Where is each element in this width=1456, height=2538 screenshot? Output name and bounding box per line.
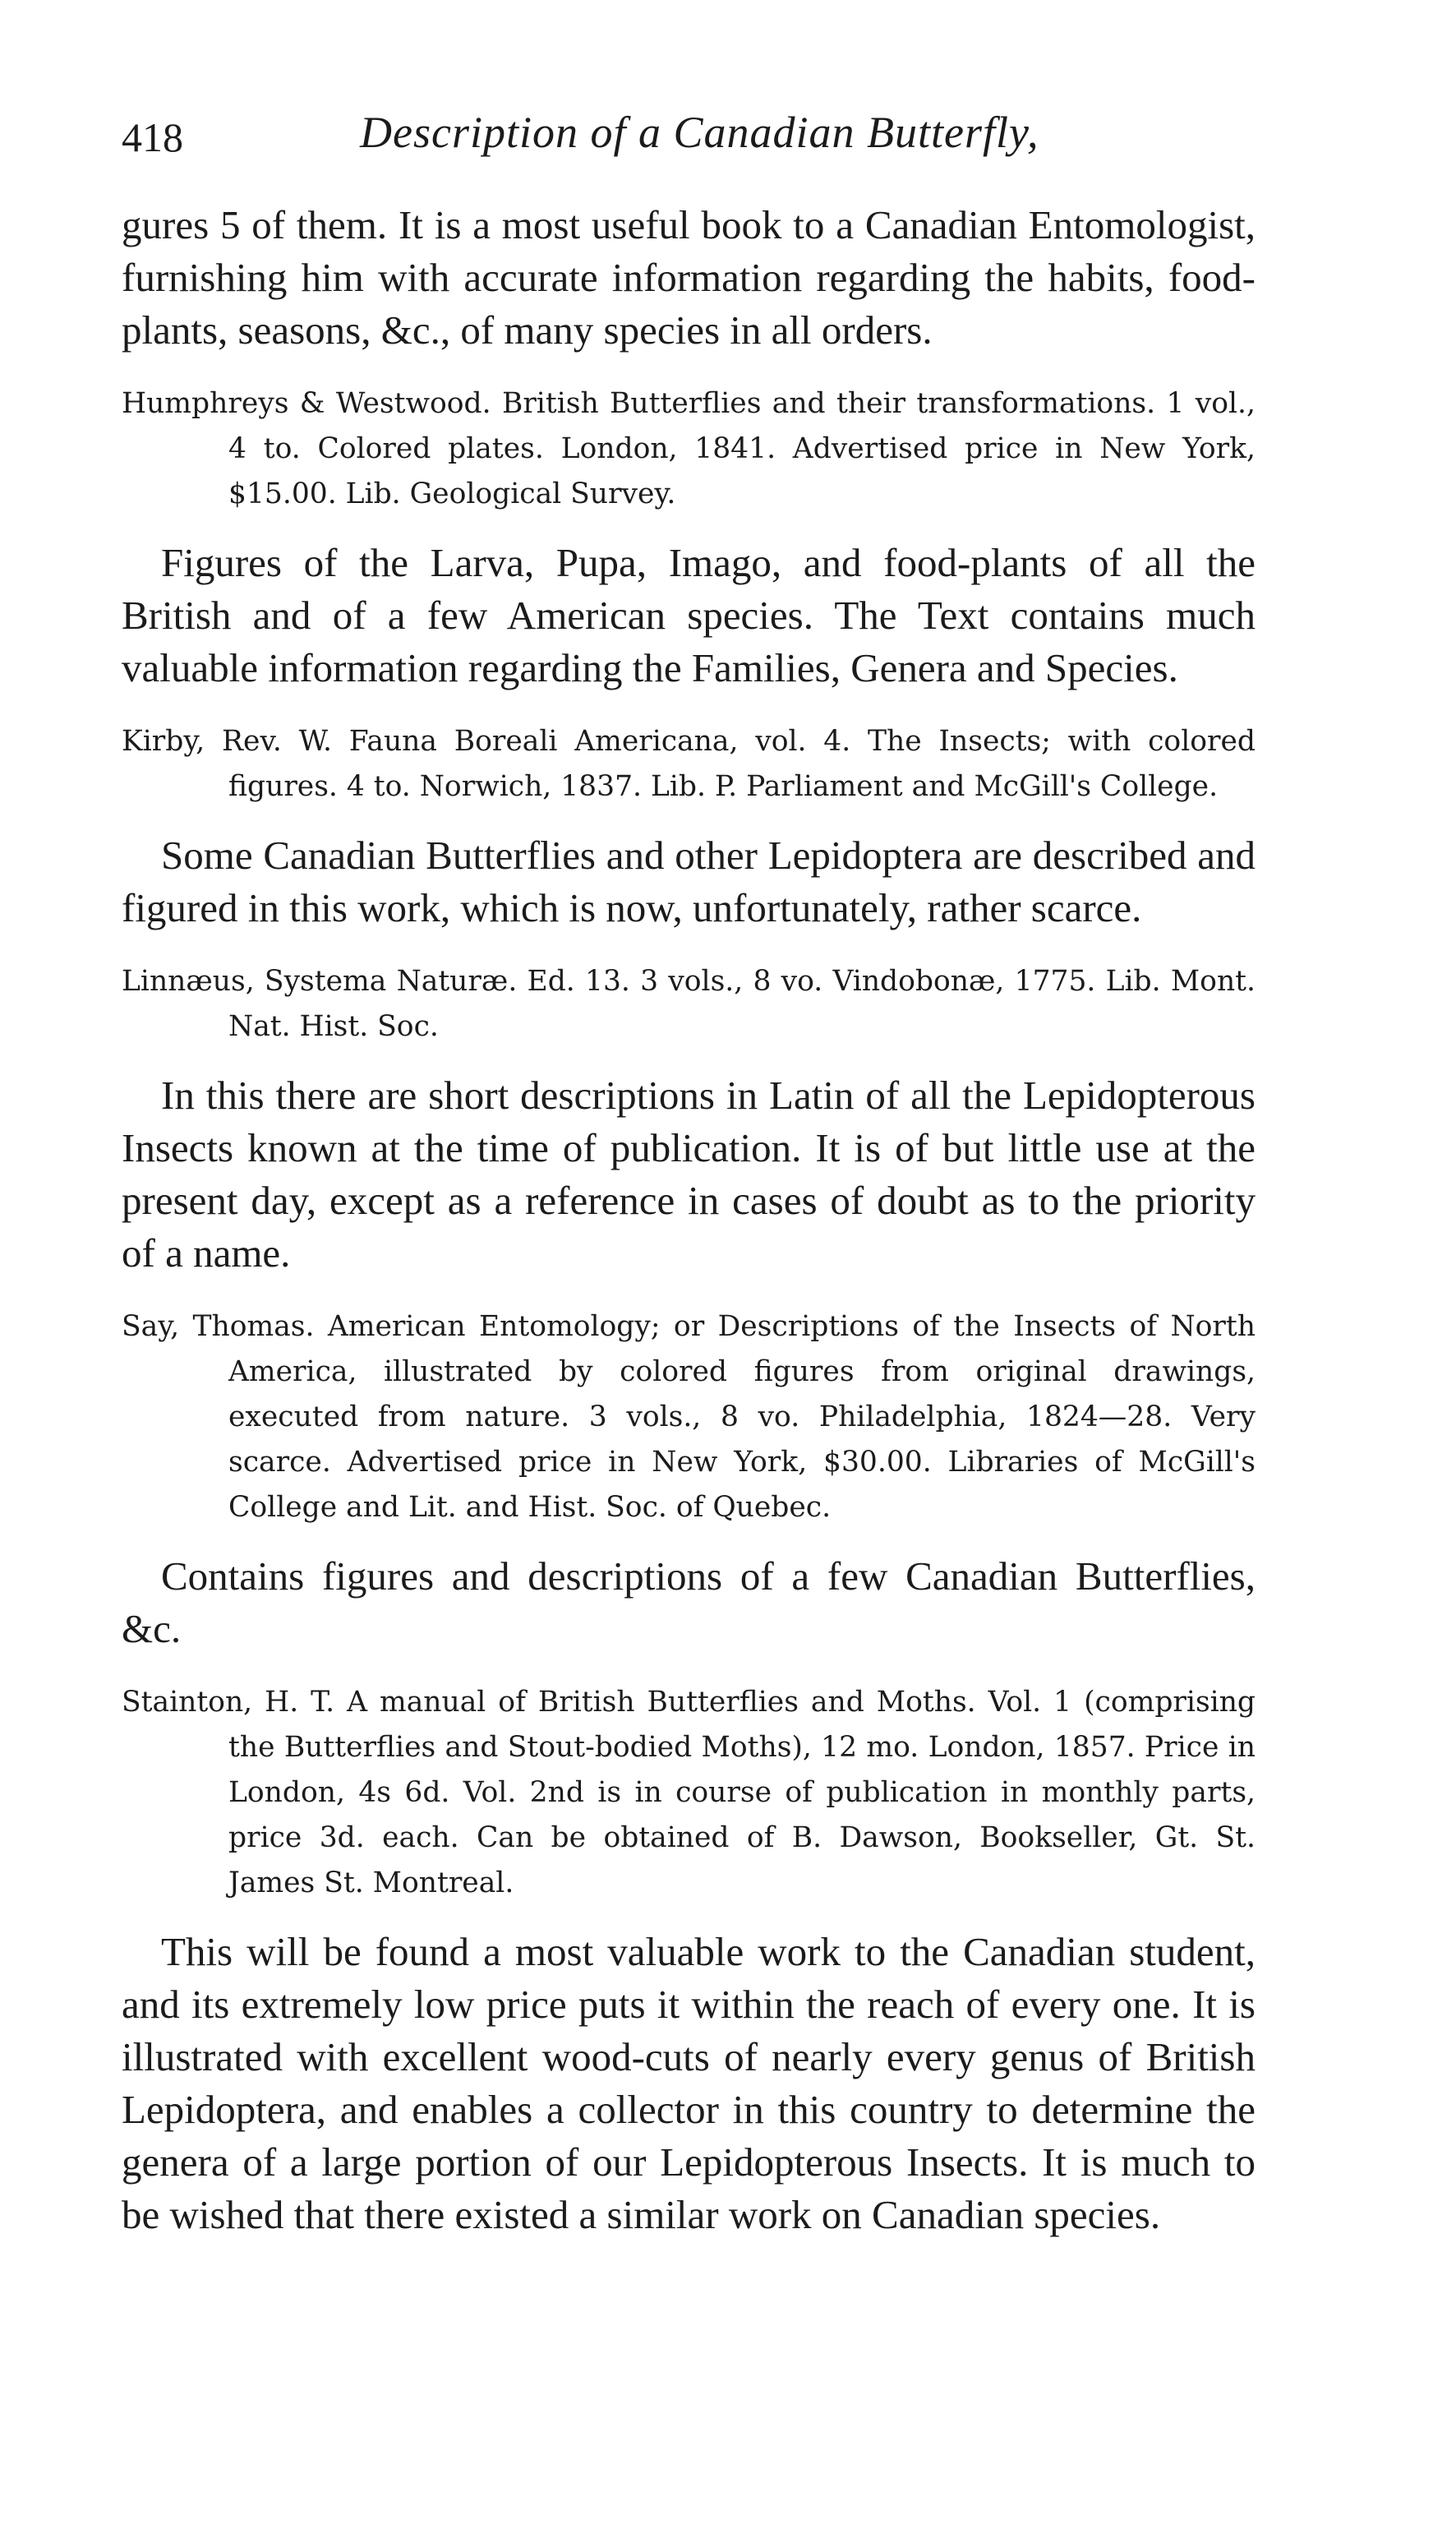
- body-paragraph: In this there are short descriptions in Latin of all the Lepidopterous Insects known at the time of publication. It is of but little use at the present day, except as a reference in cases of doubt as to the priority of a name.: [122, 1073, 1256, 1276]
- bibliography-entry: Kirby, Rev. W. Fauna Boreali Americana, vol. 4. The Insects; with colored figures. 4 to. Norwich, 1837. Lib. P. Parliament and McGill's College.: [122, 725, 1256, 803]
- body-paragraph: gures 5 of them. It is a most useful book to a Canadian Entomologist, furnishing him with accurate information regarding the habits, food-plants, seasons, &c., of many species in all orders.: [122, 202, 1256, 353]
- bibliography-entry: Stainton, H. T. A manual of British Butterflies and Moths. Vol. 1 (comprising the Butterflies and Stout-bodied Moths), 12 mo. London, 1857. Price in London, 4s 6d. Vol. 2nd is in course of publication in monthly parts, price 3d. each. Can be obtained of B. Dawson, Bookseller, Gt. St. James St. Montreal.: [122, 1686, 1256, 1899]
- bibliography-entry: Say, Thomas. American Entomology; or Descriptions of the Insects of North America, illustrated by colored figures from original drawings, executed from nature. 3 vols., 8 vo. Philadelphia, 1824—28. Very scarce. Advertised price in New York, $30.00. Libraries of McGill's College and Lit. and Hist. Soc. of Quebec.: [122, 1310, 1256, 1524]
- body-paragraph: Contains figures and descriptions of a few Canadian Butterflies, &c.: [122, 1553, 1256, 1651]
- bibliography-entry: Linnæus, Systema Naturæ. Ed. 13. 3 vols., 8 vo. Vindobonæ, 1775. Lib. Mont. Nat. Hist. Soc.: [122, 965, 1256, 1043]
- page-header: [122, 107, 1256, 173]
- bibliography-entry: Humphreys & Westwood. British Butterflies and their transformations. 1 vol., 4 to. Colored plates. London, 1841. Advertised price in New York, $15.00. Lib. Geological Survey.: [122, 387, 1256, 510]
- running-head: Description of a Canadian Butterfly,: [360, 108, 1039, 157]
- body-paragraph: Some Canadian Butterflies and other Lepidoptera are described and figured in this work, which is now, unfortunately, rather scarce.: [122, 833, 1256, 930]
- body-paragraph: Figures of the Larva, Pupa, Imago, and food-plants of all the British and of a few American species. The Text contains much valuable information regarding the Families, Genera and Species.: [122, 540, 1256, 690]
- page-number: 418: [122, 114, 183, 160]
- page-content: [122, 199, 1256, 2241]
- body-paragraph: This will be found a most valuable work to the Canadian student, and its extremely low price puts it within the reach of every one. It is illustrated with excellent wood-cuts of nearly every genus of British Lepidoptera, and enables a collector in this country to determine the genera of a large portion of our Lepidopterous Insects. It is much to be wished that there existed a similar work on Canadian species.: [122, 1929, 1256, 2237]
